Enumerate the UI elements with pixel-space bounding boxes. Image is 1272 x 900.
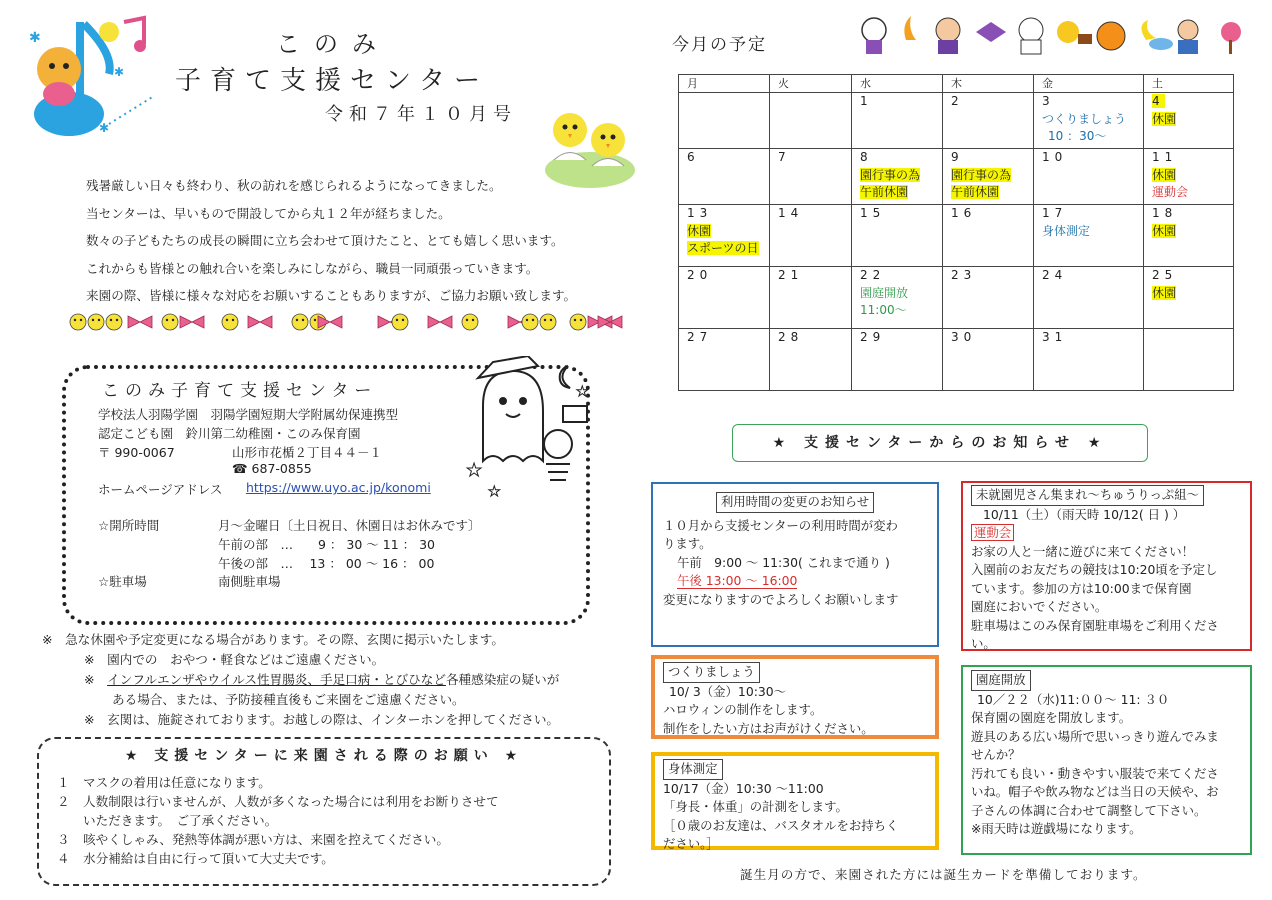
title-line1: このみ [276,30,390,58]
kids-gathering-title: 未就園児さん集まれ～ちゅうりっぷ組～ [971,485,1204,506]
notice-list [42,630,559,730]
chick-ribbon-divider [68,310,623,334]
notice-infection-rest: 各種感染症の疑いが [445,672,560,687]
calendar-cell: 17 身体測定 [1034,205,1144,267]
sports-day-tag: 運動会 [971,524,1014,541]
calendar-cell: 29 [852,329,943,391]
request-number: １ [57,775,70,790]
phone: ☎ 687-0855 [232,461,312,476]
intro-line: 残暑厳しい日々も終わり、秋の訪れを感じられるようになってきました。 [86,178,502,193]
weekday-header: 土 [1144,75,1234,93]
time-change-line: １０月から支援センターの利用時間が変わ [663,517,898,533]
weekday-header: 月 [679,75,770,93]
garden-open-title: 園庭開放 [971,670,1031,691]
calendar-cell: 18 休園 [1144,205,1234,267]
calendar-cell: 30 [943,329,1034,391]
request-title: ★ 支援センターに来園される際のお願い ★ [124,748,524,764]
notice-item: ※ 玄関は、施錠されております。お越しの際は、インターホンを押してください。 [84,712,560,727]
request-number: ４ [57,851,70,866]
event-label: 休園 [687,223,712,238]
address: 山形市花楯２丁目４４－１ [232,445,383,460]
request-number: ２ [57,794,70,809]
calendar-title: 今月の予定 [672,35,767,55]
calendar-cell: 16 [943,205,1034,267]
garden-open-box [961,665,1252,855]
calendar-cell [770,93,852,149]
intro-line: 来園の際、皆様に様々な対応をお願いすることもありますが、ご協力お願い致します。 [86,288,577,303]
org-line2: 認定こども園 鈴川第二幼稚園・このみ保育園 [98,426,361,441]
request-list [57,773,499,868]
notice-item: ある場合、または、予防接種直後もご来園をご遠慮ください。 [112,692,465,707]
event-label: 午前休園 [860,185,909,199]
svg-text:★: ★ [576,384,589,400]
request-text: マスクの着用は任意になります。 [83,775,271,790]
notice-item: ※ 園内での おやつ・軽食などはご遠慮ください。 [84,652,385,667]
kids-gathering-line: お家の人と一緒に遊びに来てください！ [971,543,1195,559]
body-measurement-title: 身体測定 [663,759,723,780]
calendar-cell: 3 つくりましょう 10 ：30～ [1034,93,1144,149]
notice-main: ※ 急な休園や予定変更になる場合があります。その際、玄関に掲示いたします。 [42,632,504,647]
event-label: 午前休園 [951,185,1000,199]
body-measurement-date: 10/17（金）10:30 ～11:00 [663,780,824,796]
hours-morning: 午前の部 … 9 ： 30 ～ 11 ： 30 [218,537,436,552]
time-change-line: ります。 [663,536,712,551]
event-label: 運動会 [1152,185,1189,199]
make-activity-title: つくりましょう [663,662,760,683]
weekday-header: 金 [1034,75,1144,93]
notice-item [84,670,559,690]
notices-heading: ★ 支援センターからのお知らせ ★ [732,424,1148,462]
calendar-cell: 13 休園 スポーツの日 [679,205,770,267]
request-box [37,737,611,886]
make-activity-date: 10/ 3（金）10:30～ [669,683,787,699]
kids-gathering-line: 園庭においでください。 [971,599,1108,614]
event-label: つくりましょう [1042,111,1127,126]
squirrel-music-note-illustration [14,14,164,139]
calendar-cell: 6 [679,149,770,205]
svg-text:✱: ✱ [29,30,41,46]
request-text: 水分補給は自由に行って頂いて大丈夫です。 [83,851,334,866]
homepage-link[interactable]: https://www.uyo.ac.jp/konomi [246,480,431,495]
homepage-label: ホームページアドレス [98,482,223,497]
calendar-cell: 7 [770,149,852,205]
body-measurement-line: ［０歳のお友達は、バスタオルをお持ちく [663,817,899,833]
request-item [57,830,499,849]
svg-text:★: ★ [488,484,501,500]
calendar-cell: 23 [943,267,1034,329]
request-text: 人数制限は行いませんが、人数が多くなった場合には利用をお断りさせて [83,794,499,809]
calendar-cell: 28 [770,329,852,391]
notice-infection-underlined: インフルエンザやウイルス性胃腸炎、手足口病・とびひなど [107,672,446,687]
event-label: 休園 [1152,111,1177,126]
postal-code: 〒 990-0067 [98,445,175,460]
calendar-cell: 14 [770,205,852,267]
garden-open-line: 保育園の園庭を開放します。 [971,710,1132,725]
kids-gathering-box [961,481,1252,651]
calendar-cell [1144,329,1234,391]
calendar-cell [679,93,770,149]
calendar-cell: 4 休園 [1144,93,1234,149]
request-text: 咳やくしゃみ、発熱等体調が悪い方は、来園を控えてください。 [83,832,449,847]
make-activity-box [651,655,939,739]
calendar-cell: 1 [852,93,943,149]
event-label: 休園 [1152,285,1177,300]
make-activity-line: ハロウィンの制作をします。 [663,702,823,717]
calendar-cell: 31 [1034,329,1144,391]
ghost-illustration [458,356,608,501]
calendar-cell: 2 [943,93,1034,149]
hours-afternoon: 午後の部 … 13 ： 00 ～ 16 ： 00 [218,556,435,571]
svg-text:✱: ✱ [114,65,125,79]
birthday-card-note: 誕生月の方で、来園された方には誕生カードを準備しております。 [740,867,1147,882]
garden-open-line: 遊具のある広い場所で思いっきり遊んでみま [971,728,1219,744]
hours-days: 月～金曜日〔土日祝日、休園日はお休みです〕 [218,518,481,533]
body-measurement-box [651,752,939,850]
svg-text:★: ★ [466,460,483,481]
svg-text:✱: ✱ [99,121,110,135]
calendar-cell: 22 園庭開放 11:00～ [852,267,943,329]
kids-gathering-line: い。 [971,636,996,651]
calendar-cell: 10 [1034,149,1144,205]
parking-label: ☆駐車場 [98,574,147,589]
event-time: 11:00～ [860,303,907,317]
calendar-cell: 24 [1034,267,1144,329]
intro-text [86,172,576,310]
garden-open-line: 汚れても良い・動きやすい服装で来てくださ [971,765,1219,781]
garden-open-line: 子さんの体調に合わせて調整して下さい。 [971,802,1207,818]
halloween-characters-illustration [856,10,1256,58]
issue-date: 令和７年１０月号 [325,104,517,125]
calendar-cell: 25 休園 [1144,267,1234,329]
intro-line: 当センターは、早いもので開設してから丸１２年が経ちました。 [86,205,451,221]
body-measurement-line: 「身長・体重」の計測をします。 [663,799,848,814]
kids-gathering-line: 駐車場はこのみ保育園駐車場をご利用くださ [971,617,1219,633]
event-label: 園行事の為 [860,167,921,182]
weekday-header: 火 [770,75,852,93]
org-line1: 学校法人羽陽学園 羽陽学園短期大学附属幼保連携型 [98,407,399,422]
intro-line: これからも皆様との触れ合いを楽しみにしながら、職員一同頑張っていきます。 [86,260,539,276]
request-item [57,773,499,792]
center-info-title: このみ子育て支援センター [102,381,378,401]
event-time: 10 ：30～ [1048,129,1107,143]
garden-open-line: ※雨天時は遊戯場になります。 [971,821,1142,836]
calendar-cell: 9 園行事の為 午前休園 [943,149,1034,205]
intro-line: 数々の子どもたちの成長の瞬間に立ち会わせて頂けたこと、とても嬉しく思います。 [86,233,564,248]
request-text: いただきます。 ご了承ください。 [83,813,278,828]
garden-open-line: せんか？ [971,747,1021,762]
make-activity-line: 制作をしたい方はお声がけください。 [663,720,874,736]
garden-open-date: 10／２２（水)11:００～ 11: ３０ [977,691,1170,707]
kids-gathering-line: 入園前のお友だちの競技は10:20頃を予定し [971,562,1218,577]
event-label: 身体測定 [1042,223,1091,238]
body-measurement-line: ださい。］ [663,836,719,851]
calendar-cell: 11 休園 運動会 [1144,149,1234,205]
time-change-afternoon: 午後 13:00 ～ 16:00 [677,573,798,588]
calendar-cell: 20 [679,267,770,329]
time-change-line: 変更になりますのでよろしくお願いします [663,591,899,607]
request-number: ３ [57,832,70,847]
event-label: 園行事の為 [951,167,1012,182]
event-label: 休園 [1152,167,1177,182]
time-change-title: 利用時間の変更のお知らせ [716,492,874,513]
notice-mark: ※ [84,672,95,687]
calendar-cell: 15 [852,205,943,267]
kids-gathering-line: ています。参加の方は10:00まで保育園 [971,580,1192,596]
time-change-box [651,482,939,647]
event-label: 休園 [1152,223,1177,238]
event-label: 園庭開放 [860,285,909,300]
request-item [57,811,499,830]
weekday-header: 水 [852,75,943,93]
calendar-table [678,74,1234,391]
garden-open-line: いね。帽子や飲み物などは当日の天候や、お [971,784,1219,799]
parking: 南側駐車場 [218,574,281,589]
title-line2: 子育て支援センター [175,66,489,96]
kids-gathering-date: 10/11（土）（雨天時 10/12( 日 ) ） [983,506,1186,522]
hours-label: ☆開所時間 [98,518,160,533]
request-item [57,792,499,811]
calendar-cell: 21 [770,267,852,329]
calendar-cell: 27 [679,329,770,391]
event-label: スポーツの日 [687,241,759,255]
request-item [57,849,499,868]
time-change-morning: 午前 9:00 ～ 11:30( これまで通り ) [677,554,890,570]
calendar-cell: 8 園行事の為 午前休園 [852,149,943,205]
weekday-header: 木 [943,75,1034,93]
